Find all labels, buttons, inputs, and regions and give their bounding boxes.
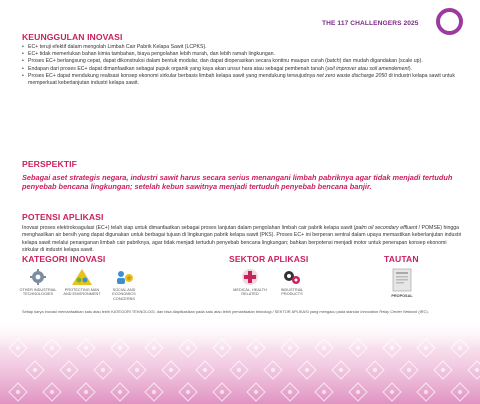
pattern-dot (50, 390, 54, 394)
sektor-heading: SEKTOR APLIKASI (229, 254, 309, 264)
pattern-dot (458, 346, 462, 350)
pattern-dot (118, 390, 122, 394)
pattern-dot (220, 346, 224, 350)
people-coin-icon (113, 268, 135, 286)
list-item: • EC+ teruji efektif dalam mengolah Limbah Cair Pabrik Kelapa Sawit (LCPKS). (22, 44, 462, 51)
kategori-item (18, 268, 58, 297)
keunggulan-list (22, 44, 462, 87)
list-item: • Proses EC+ dapat mendukung realisasi konsep ekonomi sirkular berbasis limbah kelapa sawit yang mendukung terwujudnya net zero waste discharge 2050 di industri kelapa sawit untuk memperkuat keberlanjutan industri kelapa sawit. (22, 73, 462, 87)
perspektif-heading: PERSPEKTIF (22, 159, 77, 169)
pattern-dot (356, 390, 360, 394)
pattern-dot (407, 368, 411, 372)
kategori-label: SOCIAL AND ECONOMICS CONCERNS (112, 288, 136, 301)
pattern-dot (101, 368, 105, 372)
pattern-dot (254, 390, 258, 394)
sektor-item (230, 268, 270, 297)
pattern-dot (322, 346, 326, 350)
sektor-label: MEDICAL, HEALTH RELATED (233, 288, 267, 297)
pattern-dot (390, 346, 394, 350)
pattern-dot (254, 346, 258, 350)
kategori-label: OTHER INDUSTRIAL TECHNOLOGIES (19, 288, 57, 297)
pattern-dot (305, 368, 309, 372)
pattern-dot (424, 390, 428, 394)
document-icon (391, 268, 413, 292)
pattern-dot (288, 346, 292, 350)
warning-icon (71, 268, 93, 286)
header-title: THE 117 CHALLENGERS 2025 (322, 20, 419, 27)
pattern-dot (441, 368, 445, 372)
kategori-heading: KATEGORI INOVASI (22, 254, 106, 264)
list-item: • Endapan dari proses EC+ dapat dimanfaatkan sebagai pupuk organik yang kaya akan unsur hara atau sebagai pembenah tanah (soil improver atau soil amendement). (22, 66, 462, 73)
pattern-dot (339, 368, 343, 372)
pattern-dot (67, 368, 71, 372)
pattern-dot (288, 390, 292, 394)
pattern-dot (373, 368, 377, 372)
sektor-item (272, 268, 312, 297)
pattern-dot (220, 390, 224, 394)
pattern-dot (169, 368, 173, 372)
pattern-dot (356, 346, 360, 350)
pattern-dot (458, 390, 462, 394)
decorative-pattern (0, 318, 480, 404)
industrial-gears-icon (281, 268, 303, 286)
pattern-dot (203, 368, 207, 372)
proposal-link[interactable]: PROPOSAL (391, 294, 413, 298)
pattern-dot (16, 346, 20, 350)
ring-logo-icon (436, 8, 463, 35)
pattern-dot (16, 390, 20, 394)
pattern-dot (390, 390, 394, 394)
pattern-dot (186, 390, 190, 394)
medical-cross-icon (239, 268, 261, 286)
pattern-dot (118, 346, 122, 350)
potensi-heading: POTENSI APLIKASI (22, 212, 104, 222)
pattern-dot (84, 390, 88, 394)
list-item: • Proses EC+ berlangsung cepat, dapat dikonstruksi dalam bentuk modular, dan dapat dioperasikan secara kontinu maupun curah (batch) dan mudah digandakan (scale up). (22, 58, 462, 65)
kategori-label: PROTECTING MAN AND ENVIRONMENT (63, 288, 101, 297)
pattern-dot (424, 346, 428, 350)
pattern-dot (84, 346, 88, 350)
tautan-item[interactable] (384, 268, 420, 298)
pattern-dot (152, 390, 156, 394)
pattern-dot (322, 390, 326, 394)
list-item: • EC+ tidak memerlukan bahan kimia tambahan, biaya pengolahan lebih murah, dan lebih ramah lingkungan. (22, 51, 462, 58)
pattern-dot (475, 368, 479, 372)
pattern-dot (186, 346, 190, 350)
pattern-dot (237, 368, 241, 372)
keunggulan-heading: KEUNGGULAN INOVASI (22, 32, 123, 42)
gear-icon (27, 268, 49, 286)
pattern-dot (152, 346, 156, 350)
sektor-label: INDUSTRIAL PRODUCTS (280, 288, 304, 297)
pattern-dot (50, 346, 54, 350)
kategori-item (104, 268, 144, 301)
footnote: Setiap karya inovasi memanfaatkan satu atau lebih KATEGORI TEKNOLOGI, dan bisa diaplikasikan pada satu atau lebih pemanfaatan teknologi / SEKTOR APLIKASI yang mengacu pada standar Innovation Relay Center Network (IRC). (22, 309, 429, 314)
potensi-text: Inovasi proses elektrokoagulasi (EC+) telah siap untuk dimanfaatkan sebagai proses lanjutan dalam pengolahan limbah cair pabrik kelapa sawit (palm oil secondary effluent / POMSE) hingga menghasilkan air bersih yang dapat digunakan untuk berbagai tujuan di lingkungan pabrik kelapa sawit (PKS). Proses EC+ ini berperan sentral dalam upaya memastikan keberlanjutan industri kelapa sawit melalui penanganan limbah cair pabriknya, agar tidak menjadi tertuduh penyebab bencana lingkungan; bahkan berpotensi menjadi motor untuk penerapan konsep ekonomi sirkular di industri kelapa sawit. (22, 225, 462, 253)
tautan-heading: TAUTAN (384, 254, 419, 264)
perspektif-text: Sebagai aset strategis negara, industri sawit harus secara serius menangani limbah pabriknya agar tidak menjadi tertuduh penyebab bencana lingkungan; setelah kebun sawitnya menjadi tertuduh penyebab bencana banjir. (22, 173, 453, 192)
kategori-item (62, 268, 102, 297)
pattern-dot (271, 368, 275, 372)
pattern-dot (33, 368, 37, 372)
pattern-dot (135, 368, 139, 372)
